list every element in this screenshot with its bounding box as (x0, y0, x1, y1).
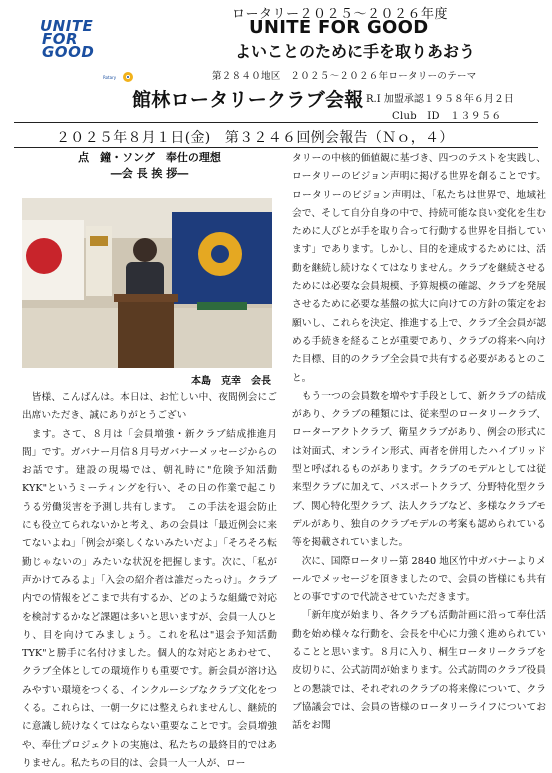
paragraph: もう一つの会員数を増やす手段として、新クラブの結成があり、クラブの種類には、従来型のロータリークラブ、ローターアクトクラブ、衛星クラブがあり、例会の形式には対面式、オンライン形式、両者を併用したハイブリッド型と呼ばれるものがあります。クラブのモデルとしては従来型クラブに加えて、パスポートクラブ、分野特化型クラブ、関心特化型クラブ、法人クラブなど、多様なクラブモデルがあり、独自のクラブモデルの考案も認められている等を掲載されていました。 (292, 390, 546, 549)
theme-title: UNITE FOR GOOD (249, 17, 429, 38)
logo-line-for: FOR (42, 30, 79, 48)
paragraph: タリーの中核的価値観に基づき、四つのテストを実践し、ロータリーのビジョン声明に掲げる世界を創ることです。ロータリーのビジョン声明は、「私たちは世界で、地域社会で、そして自分自身の中で、持続可能な良い変化を生むために人びとが手を取り合って行動する世界を目指しています」であります。しかし、目的を達成するためには、活動を継続し続けなくてはなりません。クラブを継続させるためには必要な会員規模、予算規模の確認、クラブを発展させるために必要な基盤の拡大に向けての方針の策定をお願いし、これらを決定、推進する上で、クラブ全会員が認める手続きを経ることが重要であり、クラブの将来へ向けた目標、目的のクラブ全会員で共有する必要があるとのこと。 (292, 153, 546, 384)
agenda-heading: 点 鐘・ソング 奉仕の理想 (78, 151, 221, 164)
unite-for-good-logo (40, 17, 140, 80)
paragraph: 次に、国際ロータリー第 2840 地区竹中ガバナーよりメールでメッセージを頂きましたので、会員の皆様にも共有との事ですので代読させていただきます。 (292, 555, 546, 604)
ri-approval-date: R.I 加盟承認１９５８年６月２日 (366, 94, 514, 105)
header-rule-bottom (14, 147, 538, 148)
left-column (22, 150, 277, 773)
logo-line-unite: UNITE (40, 17, 94, 35)
paragraph: 皆様、こんばんは。本日は、お忙しい中、夜間例会にご出席いただき、誠にありがとうござい (22, 392, 277, 422)
rotary-wordmark: Rotary (103, 75, 117, 80)
theme-title-japanese: よいことのために手を取りあおう (235, 42, 476, 61)
president-speaking-photo (22, 198, 272, 368)
logo-line-good: GOOD (42, 43, 95, 61)
rotary-year: ロータリー２０２５～２０２６年度 (232, 7, 449, 22)
club-id: Club ID １３９５６ (392, 111, 502, 122)
meeting-report-heading: ２０２５年８月１日(金) 第３２４６回例会報告（Ｎｏ，４） (56, 130, 454, 146)
president-greeting-heading: ―会 長 挨 拶― (110, 167, 189, 180)
paragraph: 「新年度が始まり、各クラブも活動計画に沿って奉仕活動を始め様々な行動を、会長を中心に力強く進められていることと思います。８月に入り、桐生ロータリークラブを皮切りに、公式訪問が始まります。公式訪問のクラブ役員との懇談では、それぞれのクラブの将来像について、クラブ協議会では、会員の皆様のロータリーライフについてお話をお聞 (292, 610, 546, 732)
district-theme-line: 第２８４０地区 ２０２５～２０２６年ロータリーのテーマ (212, 71, 477, 82)
rotary-wheel-icon (122, 71, 134, 83)
paragraph: ます。さて、８月は「会員増強・新クラブ結成推進月間」です。ガバナー月信８月号ガバナーメッセージからのお話です。建設の現場では、朝礼時に"危険予知活動 KYK"というミーティングを行い、その日の作業で起こりうる労働災害を予測し共有します。 この手法を退会防止にも役立てられないかと考え、あの会員は「最近例会に来てないよね」「例会が楽しくないみたいだよ」「そろそろ転勤じゃないの」みたいな状況を把握します。次に、「私が声かけてみるよ」「入会の紹介者は誰だったっけ」。クラブ内での情報をどこまで共有するか、どのような組織で対応を検討するかなど課題は多いと思いますが、会員一人ひとり、目を向けてみましょう。これを私は"退会予知活動 TYK"と勝手に名付けました。個人的な対応とあわせて、クラブ全体としての環境作りも重要です。新会員が溶け込みやすい環境をつくる、インクルーシブなクラブ文化をつくる。これらは、一朝一夕には整えられませんし、継続的に意識し続けなくてはならない重要なことです。会員増強や、奉仕プロジェクトの実施は、私たちの最終目的ではありません。私たちの目的は、会員一人一人が、ロー (22, 428, 277, 769)
left-column-text (22, 389, 277, 773)
right-column (292, 150, 546, 736)
photo-illustration (22, 198, 272, 368)
header-rule-top (14, 122, 538, 123)
photo-caption: 本島 克幸 会長 (191, 376, 271, 387)
newsletter-title: 館林ロータリークラブ会報 (132, 89, 364, 111)
